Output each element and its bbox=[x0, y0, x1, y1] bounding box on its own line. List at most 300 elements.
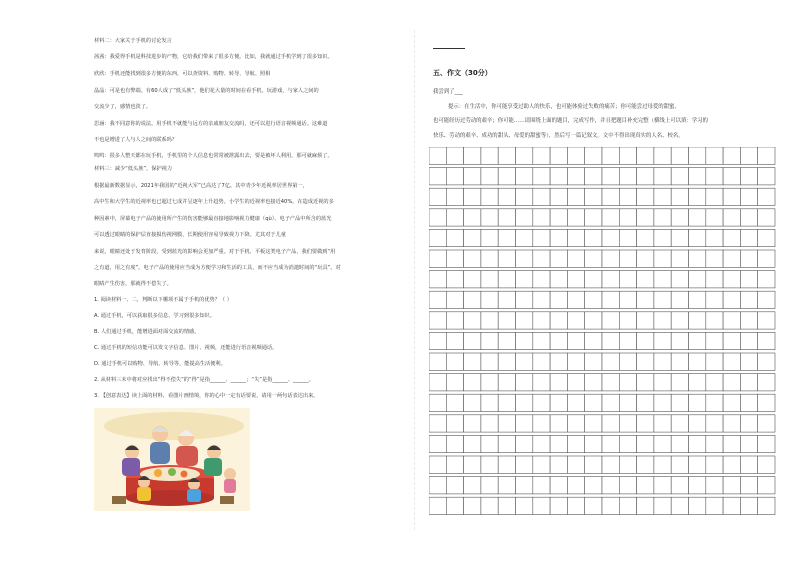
grid-cell[interactable] bbox=[740, 188, 757, 205]
grid-cell[interactable] bbox=[533, 332, 550, 349]
grid-cell[interactable] bbox=[464, 271, 481, 288]
grid-cell[interactable] bbox=[516, 374, 533, 391]
grid-cell[interactable] bbox=[550, 188, 567, 205]
grid-cell[interactable] bbox=[740, 312, 757, 329]
grid-cell[interactable] bbox=[602, 415, 619, 432]
grid-cell[interactable] bbox=[429, 291, 446, 308]
grid-cell[interactable] bbox=[689, 188, 706, 205]
grid-cell[interactable] bbox=[689, 250, 706, 267]
grid-cell[interactable] bbox=[723, 250, 740, 267]
grid-cell[interactable] bbox=[498, 435, 515, 452]
grid-cell[interactable] bbox=[464, 168, 481, 185]
grid-cell[interactable] bbox=[758, 250, 775, 267]
grid-cell[interactable] bbox=[706, 353, 723, 370]
grid-cell[interactable] bbox=[498, 168, 515, 185]
grid-cell[interactable] bbox=[671, 250, 688, 267]
grid-cell[interactable] bbox=[429, 374, 446, 391]
grid-cell[interactable] bbox=[740, 374, 757, 391]
grid-cell[interactable] bbox=[637, 374, 654, 391]
grid-cell[interactable] bbox=[671, 168, 688, 185]
grid-cell[interactable] bbox=[550, 291, 567, 308]
grid-cell[interactable] bbox=[429, 312, 446, 329]
grid-cell[interactable] bbox=[706, 188, 723, 205]
grid-cell[interactable] bbox=[481, 456, 498, 473]
grid-cell[interactable] bbox=[550, 332, 567, 349]
grid-cell[interactable] bbox=[481, 374, 498, 391]
grid-cell[interactable] bbox=[758, 477, 775, 494]
grid-cell[interactable] bbox=[758, 312, 775, 329]
grid-cell[interactable] bbox=[585, 291, 602, 308]
grid-cell[interactable] bbox=[740, 229, 757, 246]
grid-cell[interactable] bbox=[498, 332, 515, 349]
grid-cell[interactable] bbox=[498, 147, 515, 164]
grid-cell[interactable] bbox=[654, 415, 671, 432]
grid-cell[interactable] bbox=[481, 271, 498, 288]
grid-cell[interactable] bbox=[619, 271, 636, 288]
grid-cell[interactable] bbox=[498, 209, 515, 226]
grid-cell[interactable] bbox=[637, 497, 654, 514]
grid-cell[interactable] bbox=[516, 415, 533, 432]
grid-cell[interactable] bbox=[533, 147, 550, 164]
grid-cell[interactable] bbox=[602, 312, 619, 329]
grid-cell[interactable] bbox=[585, 168, 602, 185]
grid-cell[interactable] bbox=[654, 291, 671, 308]
grid-cell[interactable] bbox=[498, 374, 515, 391]
grid-cell[interactable] bbox=[585, 188, 602, 205]
grid-cell[interactable] bbox=[740, 394, 757, 411]
grid-cell[interactable] bbox=[637, 147, 654, 164]
grid-cell[interactable] bbox=[758, 456, 775, 473]
grid-cell[interactable] bbox=[481, 168, 498, 185]
grid-cell[interactable] bbox=[464, 435, 481, 452]
grid-cell[interactable] bbox=[550, 435, 567, 452]
grid-cell[interactable] bbox=[758, 353, 775, 370]
grid-cell[interactable] bbox=[429, 271, 446, 288]
grid-cell[interactable] bbox=[723, 394, 740, 411]
grid-cell[interactable] bbox=[637, 209, 654, 226]
grid-cell[interactable] bbox=[446, 477, 463, 494]
grid-cell[interactable] bbox=[637, 415, 654, 432]
grid-cell[interactable] bbox=[464, 374, 481, 391]
grid-cell[interactable] bbox=[481, 353, 498, 370]
grid-cell[interactable] bbox=[446, 312, 463, 329]
grid-cell[interactable] bbox=[706, 435, 723, 452]
grid-cell[interactable] bbox=[585, 456, 602, 473]
grid-cell[interactable] bbox=[550, 415, 567, 432]
grid-cell[interactable] bbox=[619, 250, 636, 267]
grid-cell[interactable] bbox=[481, 497, 498, 514]
grid-cell[interactable] bbox=[671, 291, 688, 308]
grid-cell[interactable] bbox=[516, 394, 533, 411]
grid-cell[interactable] bbox=[706, 209, 723, 226]
grid-cell[interactable] bbox=[464, 147, 481, 164]
grid-cell[interactable] bbox=[550, 271, 567, 288]
grid-cell[interactable] bbox=[464, 332, 481, 349]
grid-cell[interactable] bbox=[689, 147, 706, 164]
grid-cell[interactable] bbox=[481, 188, 498, 205]
grid-cell[interactable] bbox=[689, 168, 706, 185]
grid-cell[interactable] bbox=[706, 168, 723, 185]
grid-cell[interactable] bbox=[429, 415, 446, 432]
grid-cell[interactable] bbox=[671, 271, 688, 288]
grid-cell[interactable] bbox=[654, 271, 671, 288]
grid-cell[interactable] bbox=[758, 435, 775, 452]
grid-cell[interactable] bbox=[706, 229, 723, 246]
grid-cell[interactable] bbox=[498, 456, 515, 473]
grid-cell[interactable] bbox=[619, 374, 636, 391]
grid-cell[interactable] bbox=[516, 147, 533, 164]
grid-cell[interactable] bbox=[671, 209, 688, 226]
grid-cell[interactable] bbox=[585, 271, 602, 288]
grid-cell[interactable] bbox=[550, 147, 567, 164]
grid-cell[interactable] bbox=[429, 394, 446, 411]
grid-cell[interactable] bbox=[723, 374, 740, 391]
grid-cell[interactable] bbox=[671, 353, 688, 370]
grid-cell[interactable] bbox=[602, 332, 619, 349]
grid-cell[interactable] bbox=[671, 477, 688, 494]
grid-cell[interactable] bbox=[619, 229, 636, 246]
grid-cell[interactable] bbox=[671, 497, 688, 514]
grid-cell[interactable] bbox=[533, 291, 550, 308]
grid-cell[interactable] bbox=[516, 353, 533, 370]
grid-cell[interactable] bbox=[689, 374, 706, 391]
grid-cell[interactable] bbox=[533, 168, 550, 185]
grid-cell[interactable] bbox=[585, 332, 602, 349]
grid-cell[interactable] bbox=[446, 332, 463, 349]
grid-cell[interactable] bbox=[619, 147, 636, 164]
grid-cell[interactable] bbox=[654, 374, 671, 391]
grid-cell[interactable] bbox=[706, 250, 723, 267]
grid-cell[interactable] bbox=[723, 477, 740, 494]
grid-cell[interactable] bbox=[671, 332, 688, 349]
grid-cell[interactable] bbox=[533, 229, 550, 246]
grid-cell[interactable] bbox=[619, 188, 636, 205]
grid-cell[interactable] bbox=[740, 435, 757, 452]
grid-cell[interactable] bbox=[464, 477, 481, 494]
grid-cell[interactable] bbox=[758, 291, 775, 308]
grid-cell[interactable] bbox=[567, 312, 584, 329]
grid-cell[interactable] bbox=[689, 312, 706, 329]
grid-cell[interactable] bbox=[740, 477, 757, 494]
grid-cell[interactable] bbox=[464, 229, 481, 246]
grid-cell[interactable] bbox=[550, 229, 567, 246]
grid-cell[interactable] bbox=[671, 415, 688, 432]
grid-cell[interactable] bbox=[429, 497, 446, 514]
grid-cell[interactable] bbox=[464, 188, 481, 205]
grid-cell[interactable] bbox=[533, 250, 550, 267]
grid-cell[interactable] bbox=[654, 209, 671, 226]
grid-cell[interactable] bbox=[706, 394, 723, 411]
grid-cell[interactable] bbox=[689, 229, 706, 246]
grid-cell[interactable] bbox=[740, 415, 757, 432]
grid-cell[interactable] bbox=[464, 456, 481, 473]
grid-cell[interactable] bbox=[637, 353, 654, 370]
grid-cell[interactable] bbox=[481, 477, 498, 494]
grid-cell[interactable] bbox=[567, 415, 584, 432]
grid-cell[interactable] bbox=[602, 394, 619, 411]
grid-cell[interactable] bbox=[585, 229, 602, 246]
grid-cell[interactable] bbox=[706, 374, 723, 391]
grid-cell[interactable] bbox=[671, 147, 688, 164]
grid-cell[interactable] bbox=[481, 209, 498, 226]
grid-cell[interactable] bbox=[498, 497, 515, 514]
grid-cell[interactable] bbox=[567, 332, 584, 349]
grid-cell[interactable] bbox=[429, 147, 446, 164]
grid-cell[interactable] bbox=[446, 229, 463, 246]
grid-cell[interactable] bbox=[619, 353, 636, 370]
grid-cell[interactable] bbox=[550, 477, 567, 494]
grid-cell[interactable] bbox=[481, 291, 498, 308]
grid-cell[interactable] bbox=[723, 312, 740, 329]
grid-cell[interactable] bbox=[723, 209, 740, 226]
grid-cell[interactable] bbox=[533, 353, 550, 370]
grid-cell[interactable] bbox=[706, 332, 723, 349]
grid-cell[interactable] bbox=[602, 477, 619, 494]
grid-cell[interactable] bbox=[446, 435, 463, 452]
grid-cell[interactable] bbox=[671, 188, 688, 205]
grid-cell[interactable] bbox=[498, 229, 515, 246]
grid-cell[interactable] bbox=[533, 477, 550, 494]
grid-cell[interactable] bbox=[602, 147, 619, 164]
grid-cell[interactable] bbox=[498, 394, 515, 411]
grid-cell[interactable] bbox=[464, 291, 481, 308]
grid-cell[interactable] bbox=[498, 271, 515, 288]
grid-cell[interactable] bbox=[758, 415, 775, 432]
grid-cell[interactable] bbox=[758, 209, 775, 226]
grid-cell[interactable] bbox=[464, 250, 481, 267]
grid-cell[interactable] bbox=[758, 229, 775, 246]
grid-cell[interactable] bbox=[516, 168, 533, 185]
grid-cell[interactable] bbox=[602, 168, 619, 185]
grid-cell[interactable] bbox=[464, 394, 481, 411]
grid-cell[interactable] bbox=[689, 456, 706, 473]
grid-cell[interactable] bbox=[671, 229, 688, 246]
grid-cell[interactable] bbox=[429, 477, 446, 494]
grid-cell[interactable] bbox=[567, 497, 584, 514]
grid-cell[interactable] bbox=[654, 250, 671, 267]
grid-cell[interactable] bbox=[723, 271, 740, 288]
grid-cell[interactable] bbox=[706, 415, 723, 432]
grid-cell[interactable] bbox=[516, 456, 533, 473]
grid-cell[interactable] bbox=[516, 497, 533, 514]
grid-cell[interactable] bbox=[585, 312, 602, 329]
grid-cell[interactable] bbox=[602, 188, 619, 205]
grid-cell[interactable] bbox=[550, 353, 567, 370]
grid-cell[interactable] bbox=[498, 477, 515, 494]
grid-cell[interactable] bbox=[567, 435, 584, 452]
grid-cell[interactable] bbox=[516, 209, 533, 226]
grid-cell[interactable] bbox=[446, 250, 463, 267]
grid-cell[interactable] bbox=[637, 332, 654, 349]
grid-cell[interactable] bbox=[619, 435, 636, 452]
grid-cell[interactable] bbox=[429, 332, 446, 349]
grid-cell[interactable] bbox=[567, 229, 584, 246]
grid-cell[interactable] bbox=[516, 435, 533, 452]
grid-cell[interactable] bbox=[689, 291, 706, 308]
grid-cell[interactable] bbox=[689, 497, 706, 514]
grid-cell[interactable] bbox=[446, 374, 463, 391]
grid-cell[interactable] bbox=[446, 456, 463, 473]
grid-cell[interactable] bbox=[429, 435, 446, 452]
grid-cell[interactable] bbox=[533, 271, 550, 288]
grid-cell[interactable] bbox=[706, 147, 723, 164]
grid-cell[interactable] bbox=[602, 250, 619, 267]
grid-cell[interactable] bbox=[498, 353, 515, 370]
grid-cell[interactable] bbox=[567, 477, 584, 494]
grid-cell[interactable] bbox=[654, 477, 671, 494]
grid-cell[interactable] bbox=[637, 477, 654, 494]
grid-cell[interactable] bbox=[585, 394, 602, 411]
grid-cell[interactable] bbox=[637, 250, 654, 267]
grid-cell[interactable] bbox=[498, 415, 515, 432]
grid-cell[interactable] bbox=[481, 312, 498, 329]
grid-cell[interactable] bbox=[533, 415, 550, 432]
grid-cell[interactable] bbox=[429, 209, 446, 226]
grid-cell[interactable] bbox=[654, 435, 671, 452]
grid-cell[interactable] bbox=[602, 435, 619, 452]
grid-cell[interactable] bbox=[706, 477, 723, 494]
grid-cell[interactable] bbox=[740, 147, 757, 164]
grid-cell[interactable] bbox=[429, 188, 446, 205]
grid-cell[interactable] bbox=[550, 312, 567, 329]
grid-cell[interactable] bbox=[550, 497, 567, 514]
grid-cell[interactable] bbox=[740, 332, 757, 349]
grid-cell[interactable] bbox=[689, 353, 706, 370]
grid-cell[interactable] bbox=[481, 147, 498, 164]
grid-cell[interactable] bbox=[758, 188, 775, 205]
grid-cell[interactable] bbox=[671, 374, 688, 391]
grid-cell[interactable] bbox=[758, 332, 775, 349]
grid-cell[interactable] bbox=[758, 394, 775, 411]
grid-cell[interactable] bbox=[516, 250, 533, 267]
grid-cell[interactable] bbox=[516, 332, 533, 349]
grid-cell[interactable] bbox=[619, 456, 636, 473]
grid-cell[interactable] bbox=[637, 394, 654, 411]
grid-cell[interactable] bbox=[550, 394, 567, 411]
grid-cell[interactable] bbox=[723, 332, 740, 349]
grid-cell[interactable] bbox=[446, 394, 463, 411]
grid-cell[interactable] bbox=[429, 229, 446, 246]
grid-cell[interactable] bbox=[446, 353, 463, 370]
grid-cell[interactable] bbox=[740, 353, 757, 370]
grid-cell[interactable] bbox=[637, 456, 654, 473]
grid-cell[interactable] bbox=[464, 497, 481, 514]
grid-cell[interactable] bbox=[723, 415, 740, 432]
grid-cell[interactable] bbox=[429, 168, 446, 185]
grid-cell[interactable] bbox=[654, 188, 671, 205]
grid-cell[interactable] bbox=[481, 332, 498, 349]
grid-cell[interactable] bbox=[758, 374, 775, 391]
grid-cell[interactable] bbox=[567, 291, 584, 308]
grid-cell[interactable] bbox=[585, 353, 602, 370]
grid-cell[interactable] bbox=[429, 456, 446, 473]
grid-cell[interactable] bbox=[481, 415, 498, 432]
grid-cell[interactable] bbox=[706, 291, 723, 308]
grid-cell[interactable] bbox=[567, 353, 584, 370]
grid-cell[interactable] bbox=[619, 477, 636, 494]
grid-cell[interactable] bbox=[567, 271, 584, 288]
grid-cell[interactable] bbox=[689, 477, 706, 494]
grid-cell[interactable] bbox=[654, 312, 671, 329]
grid-cell[interactable] bbox=[671, 435, 688, 452]
grid-cell[interactable] bbox=[533, 209, 550, 226]
grid-cell[interactable] bbox=[498, 312, 515, 329]
grid-cell[interactable] bbox=[619, 209, 636, 226]
grid-cell[interactable] bbox=[671, 312, 688, 329]
grid-cell[interactable] bbox=[516, 271, 533, 288]
grid-cell[interactable] bbox=[602, 374, 619, 391]
grid-cell[interactable] bbox=[723, 353, 740, 370]
grid-cell[interactable] bbox=[585, 415, 602, 432]
grid-cell[interactable] bbox=[619, 312, 636, 329]
grid-cell[interactable] bbox=[602, 497, 619, 514]
grid-cell[interactable] bbox=[602, 271, 619, 288]
grid-cell[interactable] bbox=[585, 435, 602, 452]
grid-cell[interactable] bbox=[550, 456, 567, 473]
grid-cell[interactable] bbox=[689, 435, 706, 452]
essay-grid[interactable] bbox=[429, 147, 779, 522]
grid-cell[interactable] bbox=[481, 394, 498, 411]
grid-cell[interactable] bbox=[740, 271, 757, 288]
grid-cell[interactable] bbox=[654, 353, 671, 370]
grid-cell[interactable] bbox=[602, 456, 619, 473]
grid-cell[interactable] bbox=[637, 229, 654, 246]
grid-cell[interactable] bbox=[637, 271, 654, 288]
grid-cell[interactable] bbox=[602, 229, 619, 246]
grid-cell[interactable] bbox=[723, 435, 740, 452]
grid-cell[interactable] bbox=[602, 209, 619, 226]
grid-cell[interactable] bbox=[706, 271, 723, 288]
grid-cell[interactable] bbox=[446, 271, 463, 288]
grid-cell[interactable] bbox=[498, 291, 515, 308]
grid-cell[interactable] bbox=[481, 229, 498, 246]
grid-cell[interactable] bbox=[585, 374, 602, 391]
grid-cell[interactable] bbox=[585, 209, 602, 226]
grid-cell[interactable] bbox=[533, 394, 550, 411]
grid-cell[interactable] bbox=[619, 332, 636, 349]
grid-cell[interactable] bbox=[723, 291, 740, 308]
grid-cell[interactable] bbox=[464, 312, 481, 329]
grid-cell[interactable] bbox=[637, 188, 654, 205]
grid-cell[interactable] bbox=[567, 250, 584, 267]
grid-cell[interactable] bbox=[516, 229, 533, 246]
grid-cell[interactable] bbox=[550, 250, 567, 267]
grid-cell[interactable] bbox=[723, 497, 740, 514]
grid-cell[interactable] bbox=[654, 456, 671, 473]
grid-cell[interactable] bbox=[567, 374, 584, 391]
grid-cell[interactable] bbox=[740, 456, 757, 473]
grid-cell[interactable] bbox=[550, 168, 567, 185]
grid-cell[interactable] bbox=[758, 271, 775, 288]
grid-cell[interactable] bbox=[464, 209, 481, 226]
grid-cell[interactable] bbox=[689, 332, 706, 349]
grid-cell[interactable] bbox=[654, 168, 671, 185]
grid-cell[interactable] bbox=[706, 497, 723, 514]
grid-cell[interactable] bbox=[654, 394, 671, 411]
grid-cell[interactable] bbox=[516, 312, 533, 329]
grid-cell[interactable] bbox=[567, 209, 584, 226]
grid-cell[interactable] bbox=[602, 353, 619, 370]
grid-cell[interactable] bbox=[740, 250, 757, 267]
grid-cell[interactable] bbox=[464, 353, 481, 370]
grid-cell[interactable] bbox=[619, 497, 636, 514]
grid-cell[interactable] bbox=[723, 168, 740, 185]
grid-cell[interactable] bbox=[637, 312, 654, 329]
grid-cell[interactable] bbox=[706, 456, 723, 473]
grid-cell[interactable] bbox=[464, 415, 481, 432]
grid-cell[interactable] bbox=[533, 435, 550, 452]
grid-cell[interactable] bbox=[619, 168, 636, 185]
